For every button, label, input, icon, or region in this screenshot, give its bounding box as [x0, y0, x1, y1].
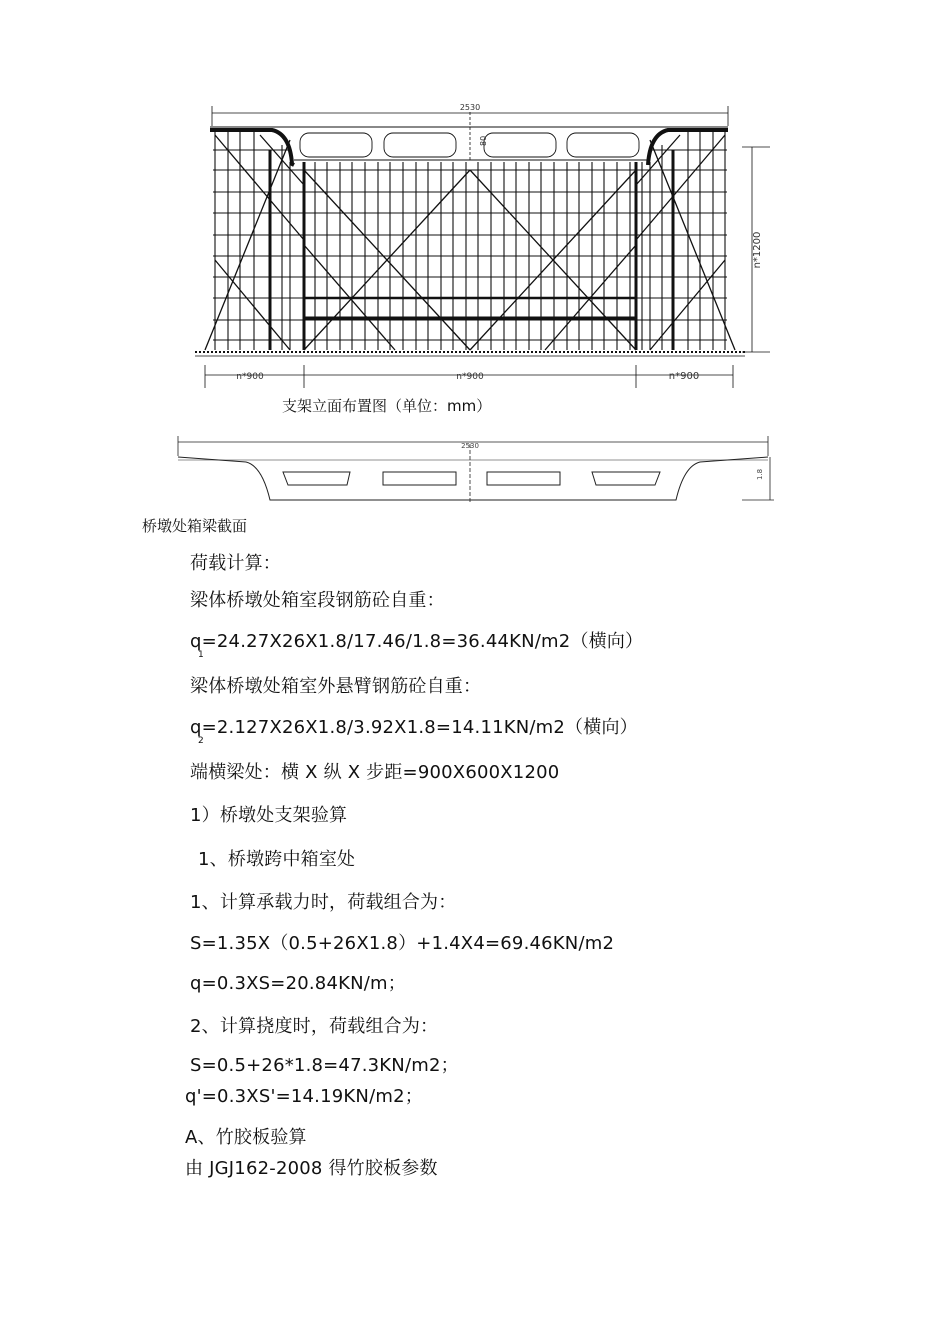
dim-bottom-right-label: n*900	[668, 371, 700, 382]
text-cantilever-selfweight: 梁体桥墩处箱室外悬臂钢筋砼自重：	[190, 676, 482, 697]
formula-s: S=1.35X（0.5+26X1.8）+1.4X4=69.46KN/m2	[190, 933, 615, 954]
formula-q1: q=24.27X26X1.8/17.46/1.8=36.44KN/m2（横向）	[190, 631, 644, 652]
dim-height-label: n*1200	[752, 231, 763, 269]
subsection-midspan: 1、桥墩跨中箱室处	[198, 849, 356, 870]
section-bamboo-plywood: A、竹胶板验算	[185, 1127, 307, 1148]
section-pier-check: 1）桥墩处支架验算	[190, 805, 348, 826]
figure2-caption: 桥墩处箱梁截面	[142, 517, 248, 535]
figure1-caption: 支架立面布置图（单位：mm）	[282, 397, 492, 415]
dim-bottom-mid-label: n*900	[456, 372, 484, 382]
dim-bottom-left-label: n*900	[236, 372, 264, 382]
formula-q-prime: q'=0.3XS'=14.19KN/m2；	[185, 1086, 423, 1107]
heading-load-calc: 荷载计算：	[190, 553, 281, 574]
subscript-q1: 1	[198, 650, 204, 660]
box-girder-section-drawing	[0, 430, 950, 510]
formula-q2: q=2.127X26X1.8/3.92X1.8=14.11KN/m2（横向）	[190, 717, 638, 738]
dim-top-label: 2530	[459, 103, 481, 112]
scaffold-elevation-drawing	[0, 0, 950, 420]
text-jgj-params: 由 JGJ162-2008 得竹胶板参数	[185, 1158, 438, 1179]
text-deflection-combo: 2、计算挠度时，荷载组合为：	[190, 1016, 439, 1037]
dim-slab-label: 80	[479, 135, 488, 146]
text-end-beam: 端横梁处：横 X 纵 X 步距=900X600X1200	[190, 762, 560, 783]
formula-q: q=0.3XS=20.84KN/m；	[190, 973, 406, 994]
text-box-selfweight: 梁体桥墩处箱室段钢筋砼自重：	[190, 590, 445, 611]
text-capacity-combo: 1、计算承载力时，荷载组合为：	[190, 892, 457, 913]
section-dim-right-label: 1.8	[756, 468, 764, 480]
formula-s-prime: S=0.5+26*1.8=47.3KN/m2；	[190, 1055, 459, 1076]
section-dim-top-label: 2530	[461, 442, 479, 450]
subscript-q2: 2	[198, 736, 204, 746]
